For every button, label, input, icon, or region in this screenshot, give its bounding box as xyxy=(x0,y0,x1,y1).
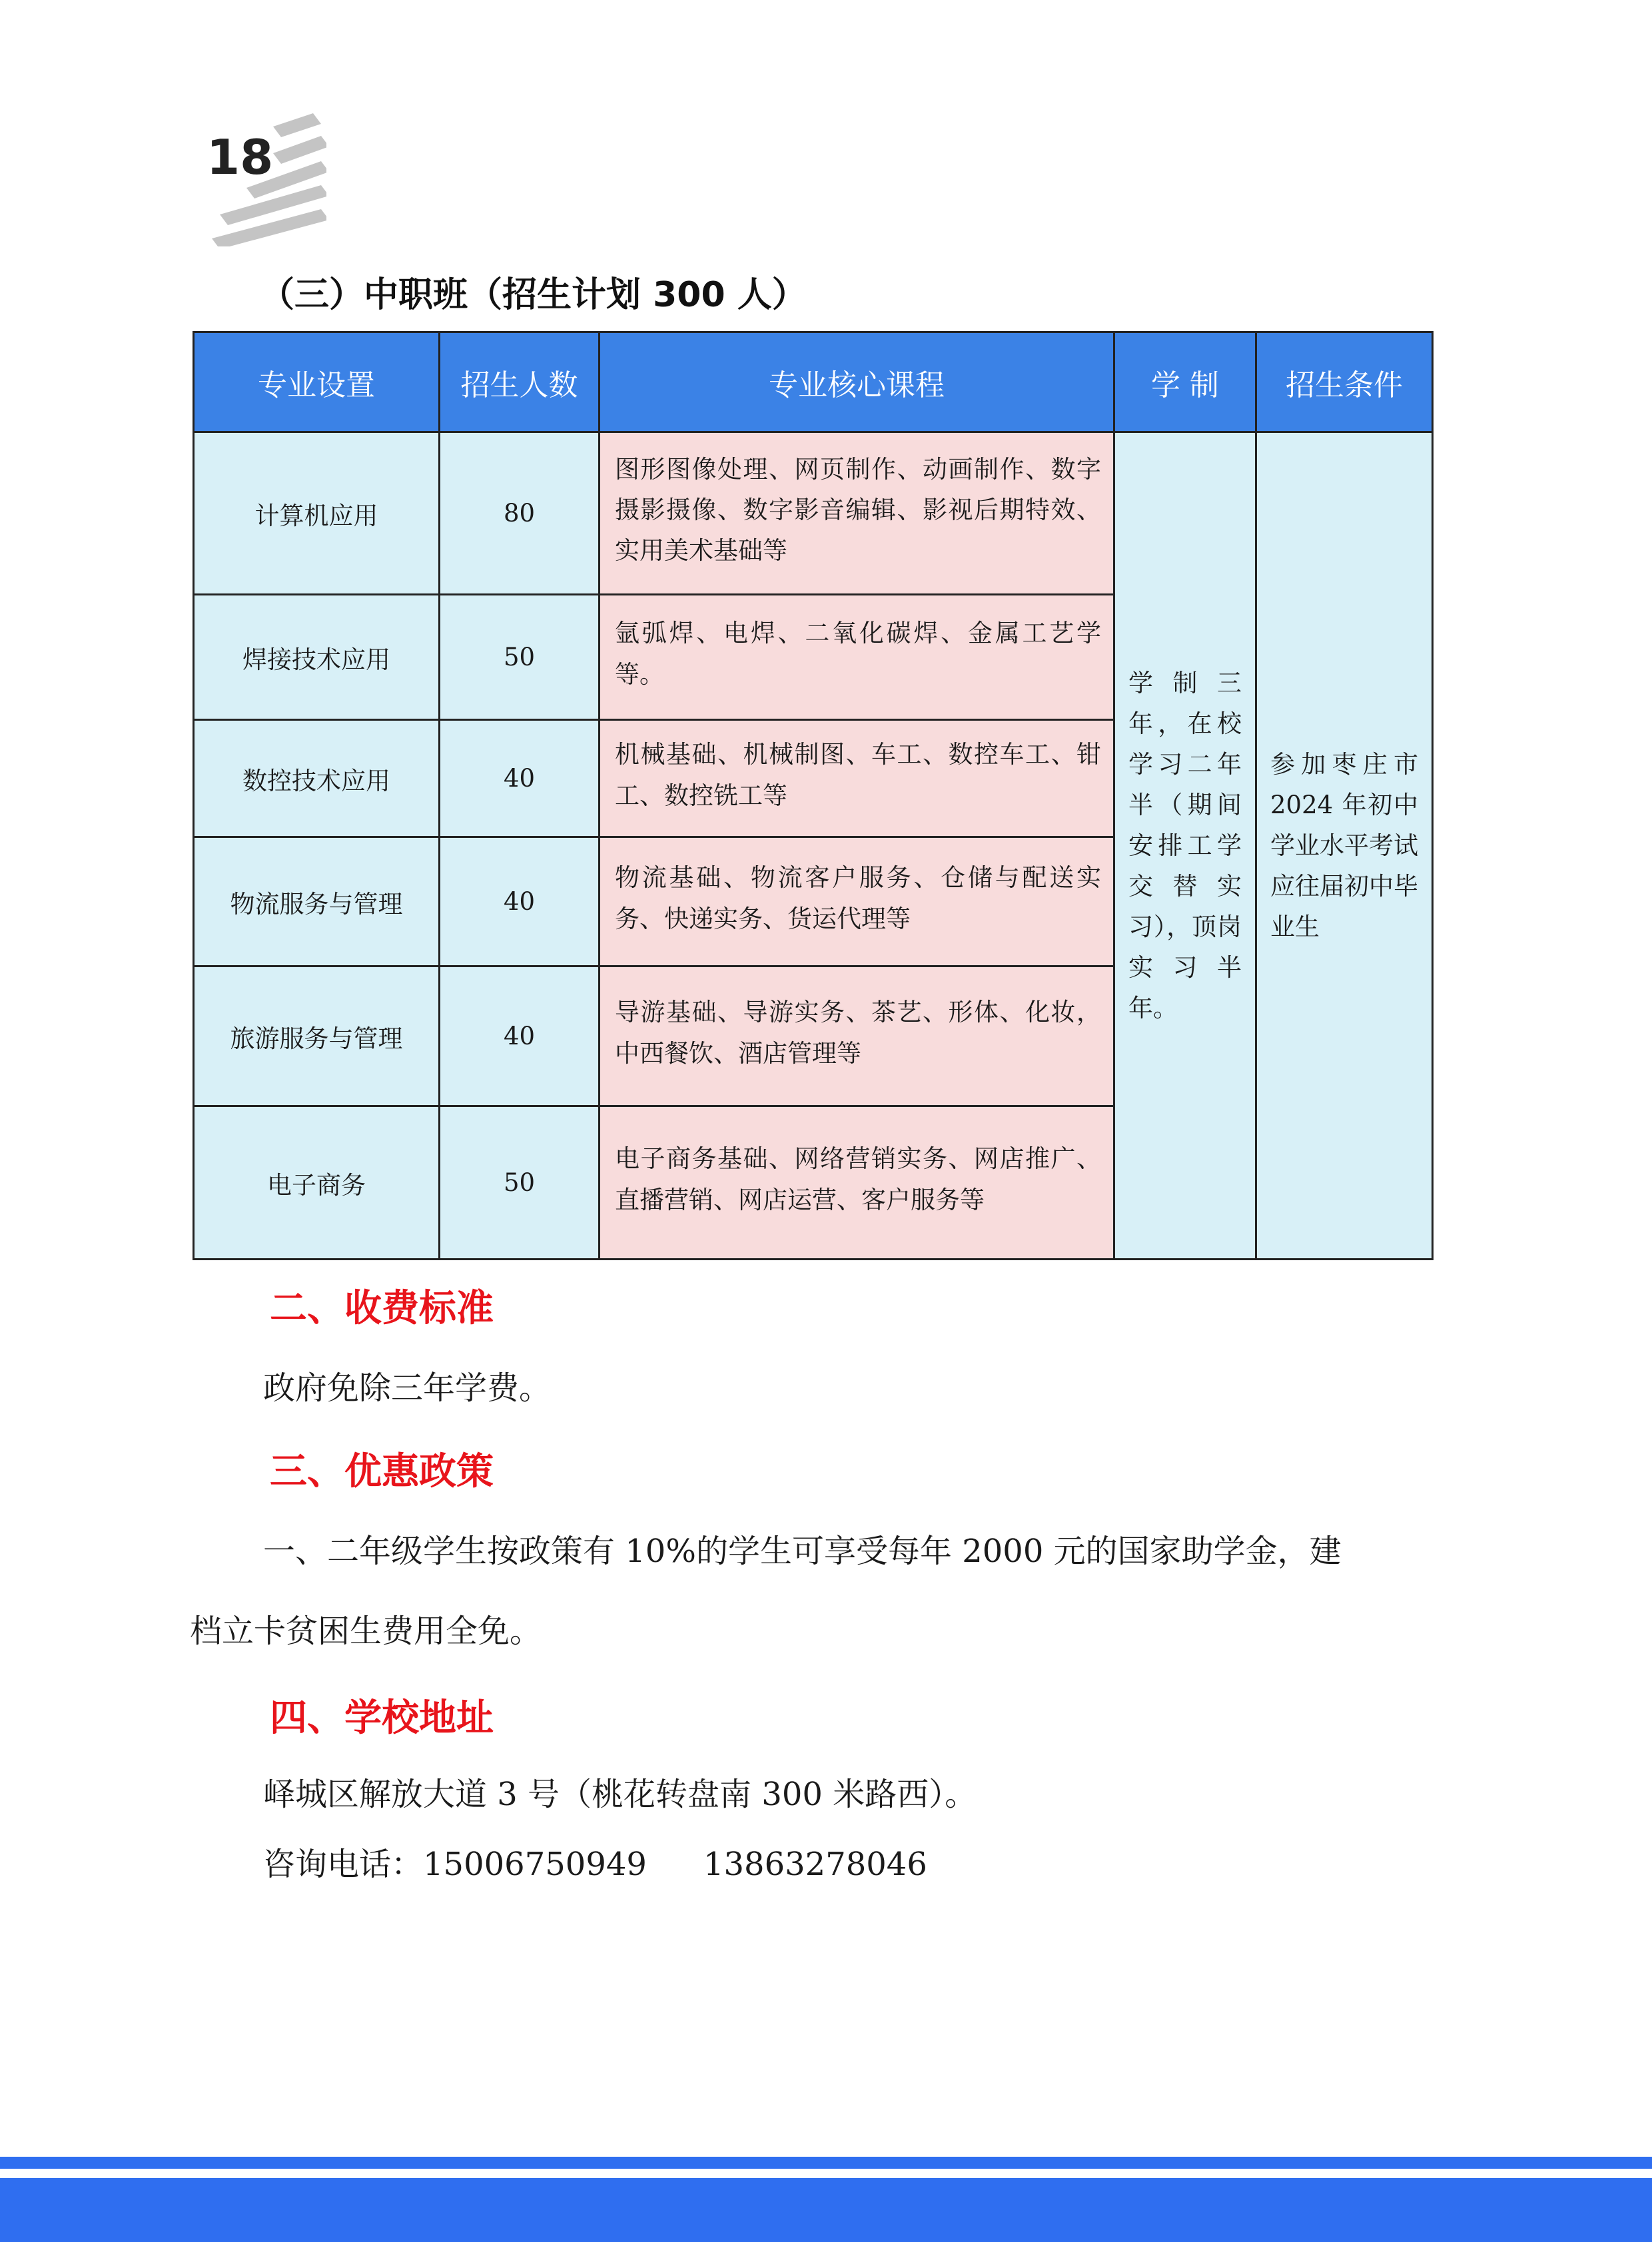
major-cell: 数控技术应用 xyxy=(194,720,440,837)
footer-bar-thick xyxy=(0,2178,1652,2242)
requirement-cell: 参加枣庄市 2024 年初中学业水平考试应往届初中毕业生 xyxy=(1256,432,1433,1260)
major-cell: 旅游服务与管理 xyxy=(194,966,440,1106)
fees-heading: 二、收费标准 xyxy=(270,1287,494,1330)
enrollment-table xyxy=(193,331,1434,1260)
fees-text: 政府免除三年学费。 xyxy=(263,1369,552,1407)
policy-heading: 三、优惠政策 xyxy=(270,1450,494,1493)
courses-cell: 机械基础、机械制图、车工、数控车工、钳工、数控铣工等 xyxy=(600,720,1114,837)
address-text: 峄城区解放大道 3 号（桃花转盘南 300 米路西）。 xyxy=(263,1776,977,1813)
major-cell: 物流服务与管理 xyxy=(194,837,440,966)
count-cell: 50 xyxy=(440,1106,600,1260)
major-cell: 计算机应用 xyxy=(194,432,440,595)
count-cell: 50 xyxy=(440,595,600,720)
footer-bar-thin xyxy=(0,2157,1652,2169)
table-header-row xyxy=(194,332,1433,432)
header-major: 专业设置 xyxy=(194,332,440,432)
phone-number-1: 15006750949 xyxy=(423,1846,647,1883)
phone-line xyxy=(263,1838,927,1884)
header-requirement: 招生条件 xyxy=(1256,332,1433,432)
table-row xyxy=(194,432,1433,595)
header-duration: 学 制 xyxy=(1114,332,1256,432)
courses-cell: 物流基础、物流客户服务、仓储与配送实务、快递实务、货运代理等 xyxy=(600,837,1114,966)
major-cell: 电子商务 xyxy=(194,1106,440,1260)
count-cell: 40 xyxy=(440,837,600,966)
courses-cell: 导游基础、导游实务、茶艺、形体、化妆，中西餐饮、酒店管理等 xyxy=(600,966,1114,1106)
count-cell: 80 xyxy=(440,432,600,595)
address-heading: 四、学校地址 xyxy=(270,1696,494,1740)
major-cell: 焊接技术应用 xyxy=(194,595,440,720)
policy-text-line2: 档立卡贫困生费用全免。 xyxy=(190,1613,542,1650)
courses-cell: 电子商务基础、网络营销实务、网店推广、直播营销、网店运营、客户服务等 xyxy=(600,1106,1114,1260)
header-count: 招生人数 xyxy=(440,332,600,432)
phone-number-2: 13863278046 xyxy=(703,1846,927,1883)
phone-label: 咨询电话： xyxy=(263,1846,424,1883)
section-title: （三）中职班（招生计划 300 人） xyxy=(260,275,807,315)
page-number: 18 xyxy=(206,129,274,185)
courses-cell: 氩弧焊、电焊、二氧化碳焊、金属工艺学等。 xyxy=(600,595,1114,720)
policy-text-line1: 一、二年级学生按政策有 10%的学生可享受每年 2000 元的国家助学金，建 xyxy=(263,1533,1342,1570)
header-courses: 专业核心课程 xyxy=(600,332,1114,432)
count-cell: 40 xyxy=(440,720,600,837)
courses-cell: 图形图像处理、网页制作、动画制作、数字摄影摄像、数字影音编辑、影视后期特效、实用美术基础等 xyxy=(600,432,1114,595)
count-cell: 40 xyxy=(440,966,600,1106)
duration-cell: 学制三年，在校学习二年半（期间安排工学交替实习），顶岗实习半年。 xyxy=(1114,432,1256,1260)
